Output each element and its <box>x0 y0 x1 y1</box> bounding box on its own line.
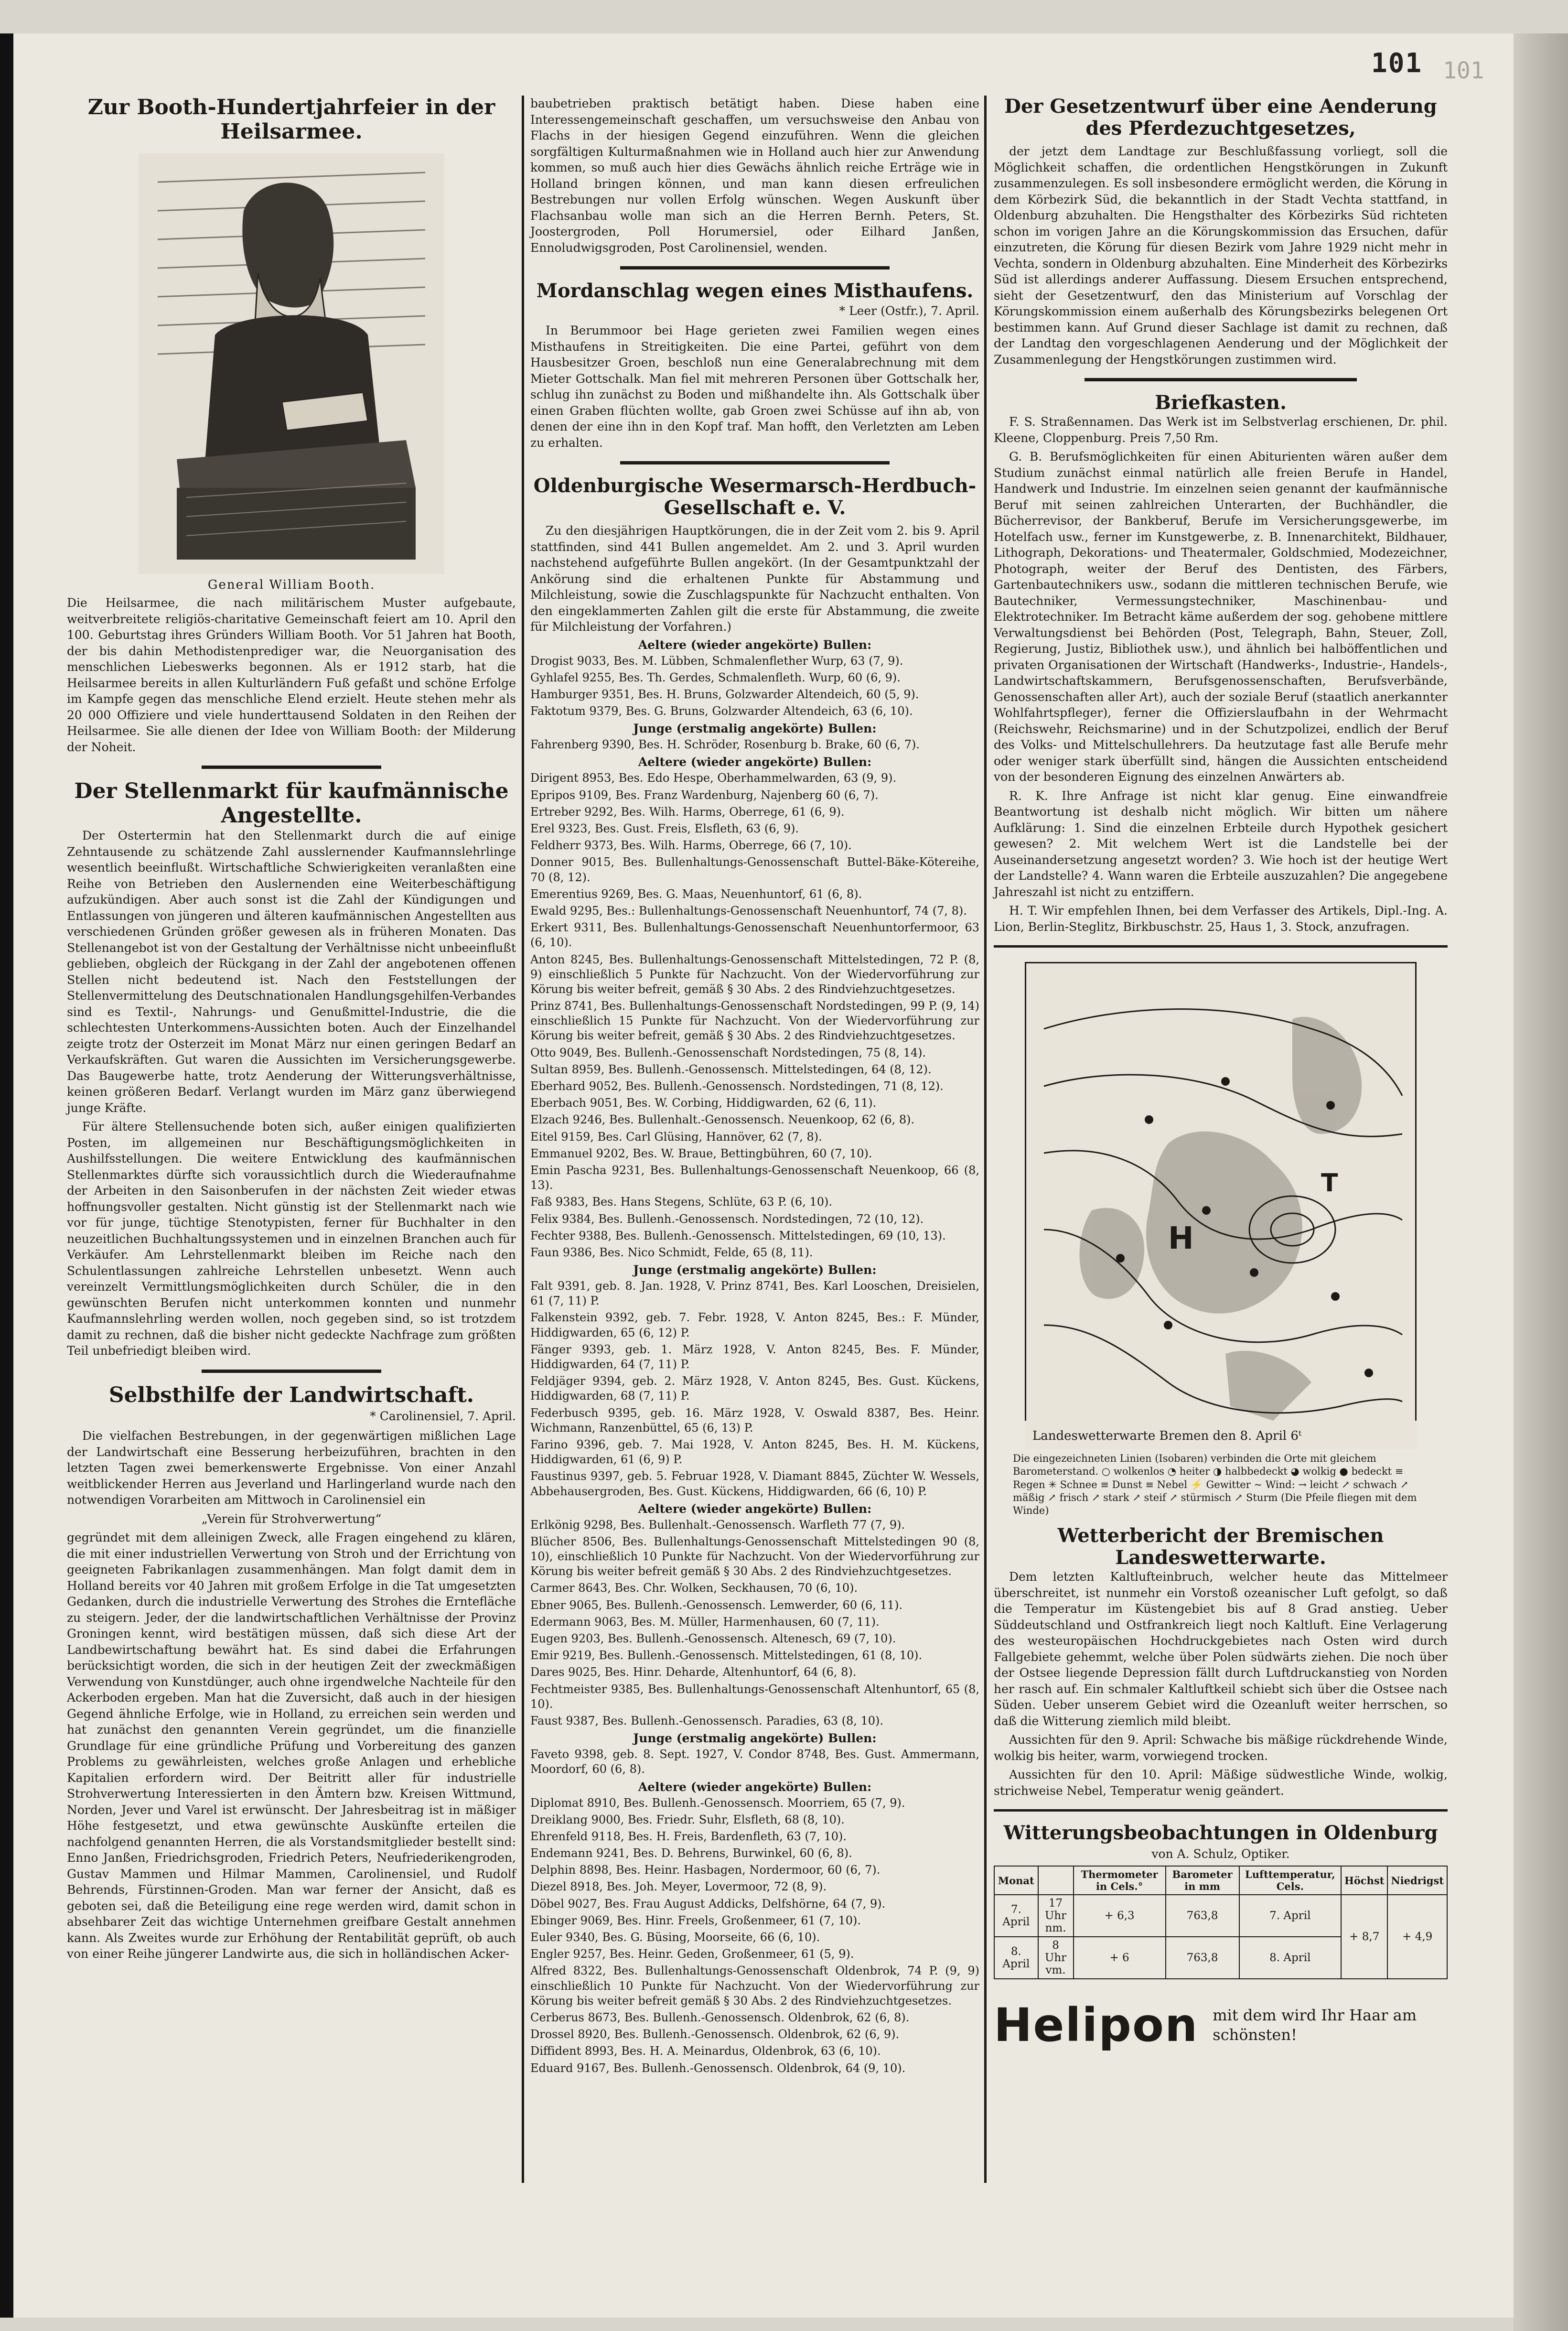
herdbuch-entry: Feldherr 9373, Bes. Wilh. Harms, Oberrege, 66 (7, 10). <box>530 839 852 853</box>
selbsthilfe-p1: Die vielfachen Bestrebungen, in der gegenwärtigen mißlichen Lage der Landwirtschaft eine Besserung herbeizuführen, brachten in den letzten Tagen zwei bemerkenswerte Ergebnisse. Von einer Anzahl weitblickender Herren aus Jeverland und Harlingerland wurde nach den notwendigen Vorarbeiten am Mittwoch in Carolinensiel ein <box>67 1429 516 1507</box>
table-cell: 763,8 <box>1166 1895 1239 1937</box>
herdbuch-entry: Alfred 8322, Bes. Bullenhaltungs-Genossenschaft Oldenbrok, 74 P. (9, 9) einschließlich 10 Punkte für Nachzucht. Von der Wiedervorführung zur Körung bis weiter befreit gemäß § 30 Abs. 2 des Rindviehzuchtgesetzes. <box>530 1964 979 2007</box>
herdbuch-entry: Drossel 8920, Bes. Bullenh.-Genossensch. Oldenbrok, 62 (6, 9). <box>530 2028 900 2041</box>
herdbuch-entry: Ewald 9295, Bes.: Bullenhaltungs-Genossenschaft Neuenhuntorf, 74 (7, 8). <box>530 904 967 917</box>
herdbuch-entry: Farino 9396, geb. 7. Mai 1928, V. Anton 8245, Bes. H. M. Kückens, Hiddigwarden, 61 (6, 9) P. <box>530 1437 979 1467</box>
herdbuch-entry: Gyhlafel 9255, Bes. Th. Gerdes, Schmalenfleth. Wurp, 60 (6, 9). <box>530 670 901 684</box>
herdbuch-entry: Faustinus 9397, geb. 5. Februar 1928, V. Diamant 8845, Züchter W. Wessels, Abbehausergroden, Bes. Gust. Kückens, Hiddigwarden, 66 (6, 10) P. <box>530 1469 979 1498</box>
herdbuch-entry: Engler 9257, Bes. Heinr. Geden, Großenmeer, 61 (5, 9). <box>530 1947 854 1961</box>
booth-headline: Zur Booth-Hundertjahrfeier in der Heilsarmee. <box>87 95 495 144</box>
herdbuch-entry: Diplomat 8910, Bes. Bullenh.-Genossensch. Moorriem, 65 (7, 9). <box>530 1796 905 1810</box>
selbsthilfe-headline: Selbsthilfe der Landwirtschaft. <box>108 1382 474 1407</box>
scan-right-edge <box>1514 33 1568 2331</box>
briefkasten-item: F. S. Straßennamen. Das Werk ist im Selbstverlag erschienen, Dr. phil. Kleene, Cloppenburg. Preis 7,50 Rm. <box>994 415 1448 445</box>
herdbuch-entry: Fechter 9388, Bes. Bullenh.-Genossensch. Mittelstedingen, 69 (10, 13). <box>530 1229 946 1242</box>
wetter-forecast-10: Aussichten für den 10. April: Mäßige südwestliche Winde, wolkig, strichweise Nebel, Temperatur wenig geändert. <box>994 1768 1448 1798</box>
table-header-row <box>994 1866 1447 1895</box>
table-header: Lufttemperatur, Cels. <box>1239 1866 1341 1895</box>
herdbuch-entry: Carmer 8643, Bes. Chr. Wolken, Seckhausen, 70 (6, 10). <box>530 1581 858 1595</box>
table-header: Höchst <box>1341 1866 1387 1895</box>
herdbuch-entry: Emerentius 9269, Bes. G. Maas, Neuenhuntorf, 61 (6, 8). <box>530 887 862 901</box>
table-cell: + 6,3 <box>1074 1895 1166 1937</box>
herdbuch-entry: Otto 9049, Bes. Bullenh.-Genossenschaft Nordstedingen, 75 (8, 14). <box>530 1046 926 1059</box>
stellenmarkt-p2: Für ältere Stellensuchende boten sich, außer einigen qualifizierten Posten, im allgemeinen nur Beschäftigungsmöglichkeiten in Aushilfsstellungen. Die weitere Entwicklung des kaufmännischen Stellenmarktes dürfte sich voraussichtlich durch die Wiederaufnahme der Arbeiten in den Saisonberufen in der nächsten Zeit wieder etwas hoffnungsvoller gestalten. Nicht günstig ist der Stellenmarkt nach wie vor für junge, tüchtige Stenotypisten, ferner für Buchhalter in den neuzeitlichen Buchhaltungssystemen und in einzelnen Branchen auch für Verkäufer. Am Lehrstellenmarkt bleiben im Reiche nach den Schulentlassungen zahlreiche Lehrstellen unbesetzt. Wenn auch vereinzelt Vermittlungsmöglichkeiten durch Schüler, die in den gewünschten Berufen nicht unterkommen konnten und nunmehr Kaufmannslehrling werden wollen, noch gegeben sind, so ist trotzdem damit zu rechnen, daß die bisher nicht gedeckte Nachfrage zum größten Teil unbefriedigt bleiben wird. <box>67 1120 516 1358</box>
table-cell: 8. April <box>1239 1937 1341 1979</box>
stellenmarkt-p1: Der Ostertermin hat den Stellenmarkt durch die auf einige Zehntausende zu schätzende Zahl ausslernender Kaufmannslehrlinge wesentlich beeinflußt. Wirtschaftliche Schwierigkeiten veranlaßten eine Reihe von Betrieben den Auslernenden eine Weiterbeschäftigung aufzukündigen. Aber auch sonst ist die Zahl der Kündigungen und Entlassungen von jüngeren und älteren kaufmännischen Angestellten aus verschiedenen Gründen größer gewesen als in früheren Monaten. Das Stellenangebot ist von der Gestaltung der Verhältnisse nicht unbeeinflußt geblieben, obgleich der Rückgang in der Zahl der angebotenen offenen Stellen nicht bedeutend ist. Nach den Feststellungen der Stellenvermittelung des Deutschnationalen Handlungsgehilfen-Verbandes sind es Textil-, Nahrungs- und Genußmittel-Industrie, die die schlechtesten Unterkommens-Aussichten boten. Auch der Einzelhandel zeigte trotz der Osterzeit im Monat März nur einen geringen Bedarf an Verkaufskräften. Gut waren die Aussichten im Versicherungsgewerbe. Das Baugewerbe hatte, trotz Aenderung der Witterungsverhältnisse, keinen größeren Bedarf. Verlangt wurden im März ganz überwiegend junge Kräfte. <box>67 829 516 1115</box>
herdbuch-entry: Faß 9383, Bes. Hans Stegens, Schlüte, 63 P. (6, 10). <box>530 1195 832 1209</box>
herdbuch-entry: Eitel 9159, Bes. Carl Glüsing, Hannöver, 62 (7, 8). <box>530 1130 822 1144</box>
herdbuch-entry: Emin Pascha 9231, Bes. Bullenhaltungs-Genossenschaft Neuenkoop, 66 (8, 13). <box>530 1163 979 1192</box>
herdbuch-entry: Emmanuel 9202, Bes. W. Braue, Bettingbühren, 60 (7, 10). <box>530 1146 872 1160</box>
herdbuch-entry: Döbel 9027, Bes. Frau August Addicks, Delfshörne, 64 (7, 9). <box>530 1897 886 1910</box>
separator <box>202 766 381 769</box>
herdbuch-entry: Feldjäger 9394, geb. 2. März 1928, V. Anton 8245, Bes. Gust. Kückens, Hiddigwarden, 68 (7, 11) P. <box>530 1374 979 1403</box>
briefkasten-item: R. K. Ihre Anfrage ist nicht klar genug. Eine einwandfreie Beantwortung ist deshalb nicht möglich. Wir bitten um nähere Aufklärung: 1. Sind die einzelnen Erbteile durch Hypothek gesichert gewesen? 2. Mit welchem Wert ist die Landstelle bei der Auseinandersetzung angesetzt worden? 3. Wie hoch ist der heutige Wert der Landstelle? 4. Wann waren die Erbteile auszuzahlen? Die angegebene Jahreszahl ist nicht zu entziffern. <box>994 788 1448 899</box>
herdbuch-entry: Donner 9015, Bes. Bullenhaltungs-Genossenschaft Buttel-Bäke-Kötereihe, 70 (8, 12). <box>530 855 979 884</box>
herdbuch-entry: Ertreber 9292, Bes. Wilh. Harms, Oberrege, 61 (6, 9). <box>530 805 845 819</box>
flachs-continuation: baubetrieben praktisch betätigt haben. Diese haben eine Interessengemeinschaft geschaffen, um versuchsweise den Anbau von Flachs in der hiesigen Gegend einzuführen. Wenn die gleichen sorgfältigen Kulturmaßnahmen wie in Holland auch hier zur Anwendung kommen, so muß auch hier dies Gewächs ähnlich reiche Erträge wie in Holland bringen können, und man kann diesen erfreulichen Bestrebungen nur vollen Erfolg wünschen. Wegen Auskunft über Flachsanbau wolle man sich an die Herren Bernh. Peters, St. Joostergroden, Poll Horumersiel, oder Eilhard Janßen, Ennoludwigsgroden, Post Carolinensiel, wenden. <box>530 97 979 255</box>
weather-map-legend: Die eingezeichneten Linien (Isobaren) verbinden die Orte mit gleichem Barometerstand. ○ wolkenlos ◔ heiter ◑ halbbedeckt ◕ wolkig ● bedeckt ≡ Regen ✳ Schnee ≡ Dunst ≡ Nebel ⚡ Gewitter ~ Wind: → leicht ↗ schwach ↗ mäßig ↗ frisch ↗ stark ↗ steif ↗ stürmisch ↗ Sturm (Die Pfeile fliegen mit dem Winde) <box>1013 1453 1417 1517</box>
herdbuch-entry: Elzach 9246, Bes. Bullenhalt.-Genossensch. Neuenkoop, 62 (6, 8). <box>530 1113 915 1127</box>
herdbuch-entry: Delphin 8898, Bes. Heinr. Hasbagen, Nordermoor, 60 (6, 7). <box>530 1863 881 1877</box>
separator <box>994 945 1448 948</box>
herdbuch-entry: Fänger 9393, geb. 1. März 1928, V. Anton 8245, Bes. F. Münder, Hiddigwarden, 64 (7, 11) P. <box>530 1342 979 1371</box>
herdbuch-entry: Erlkönig 9298, Bes. Bullenhalt.-Genossensch. Warfleth 77 (7, 9). <box>530 1518 905 1532</box>
separator <box>994 1809 1448 1812</box>
obs-headline: Witterungsbeobachtungen in Oldenburg <box>1003 1822 1438 1845</box>
column-2 <box>530 96 979 2183</box>
table-header <box>1038 1866 1074 1895</box>
briefkasten-headline: Briefkasten. <box>1155 391 1287 414</box>
herdbuch-entry: Felix 9384, Bes. Bullenh.-Genossensch. Nordstedingen, 72 (10, 12). <box>530 1212 924 1226</box>
herdbuch-entry: Falkenstein 9392, geb. 7. Febr. 1928, V. Anton 8245, Bes.: F. Münder, Hiddigwarden, 65 (6, 12) P. <box>530 1311 979 1339</box>
table-header: Niedrigst <box>1387 1866 1447 1895</box>
herdbuch-entry: Dares 9025, Bes. Hinr. Deharde, Altenhuntorf, 64 (6, 8). <box>530 1665 857 1679</box>
herdbuch-entry: Faun 9386, Bes. Nico Schmidt, Felde, 65 (8, 11). <box>530 1245 813 1259</box>
briefkasten-item: G. B. Berufsmöglichkeiten für einen Abiturienten wären außer dem Studium zunächst einmal natürlich alle freien Berufe in Handel, Handwerk und Industrie. Im einzelnen seien genannt der kaufmännische Beruf mit seinen zahlreichen Unterarten, der Buchhändler, die Bücherrevisor, der Bankberuf, Berufe im Versicherungsgewerbe, im Hotelfach usw., ferner im Kunstgewerbe, z. B. Innenarchitekt, Bildhauer, Lithograph, Dekorations- und Theatermaler, Goldschmied, Modezeichner, Photograph, weiter der Beruf des Dentisten, des Färbers, Gartenbautechnikers usw., sodann die mittleren technischen Berufe, wie Bautechniker, Vermessungstechniker, Maschinenbau- und Elektrotechniker. Im Betracht käme außerdem der sog. gehobene mittlere Verwaltungsdienst bei Behörden (Post, Telegraph, Bahn, Steuer, Zoll, Regierung, Justiz, Bibliothek usw.), und ähnlich bei halböffentlichen und privaten Organisationen der Wirtschaft (Handwerks-, Industrie-, Handels-, Landwirtschaftskammern, Berufsgenossenschaften, Berufsverbände, Genossenschaften aller Art), auch der soziale Beruf (staatlich anerkannter Wohlfahrtspfleger), ferner die Offizierslaufbahn in der Wehrmacht (Reichswehr, Reichsmarine) und in der Schutzpolizei, endlich der Beruf des Volks- und Mittelschullehrers. Da heutzutage fast alle Berufe mehr oder weniger stark überfüllt sind, hängen die Aussichten entscheidend von der besonderen Eignung des einzelnen Anwärters ab. <box>994 450 1448 784</box>
table-header: Barometer in mm <box>1166 1866 1239 1895</box>
table-header: Thermometer in Cels.° <box>1074 1866 1166 1895</box>
table-cell: + 6 <box>1074 1937 1166 1979</box>
herdbuch-entry: Edermann 9063, Bes. M. Müller, Harmenhausen, 60 (7, 11). <box>530 1615 880 1629</box>
wetter-forecast-9: Aussichten für den 9. April: Schwache bis mäßige rückdrehende Winde, wolkig bis heiter, warm, vorwiegend trocken. <box>994 1733 1448 1763</box>
stellenmarkt-headline: Der Stellenmarkt für kaufmännische Angestellte. <box>74 779 509 828</box>
svg-text:T: T <box>1321 1169 1338 1198</box>
herdbuch-entry: Erkert 9311, Bes. Bullenhaltungs-Genossenschaft Neuenhuntorfermoor, 63 (6, 10). <box>530 921 979 950</box>
herdbuch-group-heading: Aeltere (wieder angekörte) Bullen: <box>638 1501 872 1516</box>
herdbuch-entry: Eugen 9203, Bes. Bullenh.-Genossensch. Altenesch, 69 (7, 10). <box>530 1632 896 1645</box>
herdbuch-entry: Cerberus 8673, Bes. Bullenh.-Genossensch. Oldenbrok, 62 (6, 8). <box>530 2010 910 2024</box>
herdbuch-headline: Oldenburgische Wesermarsch-Herdbuch-Gesellschaft e. V. <box>533 475 977 519</box>
wetter-headline: Wetterbericht der Bremischen Landeswetterwarte. <box>1057 1524 1384 1569</box>
herdbuch-entry: Eberhard 9052, Bes. Bullenh.-Genossensch. Nordstedingen, 71 (8, 12). <box>530 1079 944 1093</box>
scan-left-edge <box>0 33 13 2318</box>
herdbuch-entry: Falt 9391, geb. 8. Jan. 1928, V. Prinz 8741, Bes. Karl Looschen, Dreisielen, 61 (7, 11) P. <box>530 1279 979 1308</box>
herdbuch-entry: Diffident 8993, Bes. H. A. Meinardus, Oldenbrok, 63 (6, 10). <box>530 2044 881 2058</box>
selbsthilfe-p3: gegründet mit dem alleinigen Zweck, alle Fragen eingehend zu klären, die mit einer industriellen Verwertung von Stroh und der Errichtung von geeigneten Fabrikanlagen zusammenhängen. Man folgt damit dem in Holland bereits vor 40 Jahren mit großem Erfolge in die Tat umgesetzten Gedanken, durch die industrielle Verwertung des Strohes die Erntefläche zu steigern. Jeder, der die landwirtschaftlichen Verhältnisse der Provinz Groningen kennt, wird bestätigen müssen, daß sich diese Art der Landbewirtschaftung bewährt hat. Es sind dabei die Erfahrungen berücksichtigt worden, die sich in der heutigen Zeit der zweckmäßigen Verwendung von Kunstdünger, auch ohne irgendwelche Nachteile für den Ackerboden ergeben. Man hat die Zuversicht, daß auch in der hiesigen Gegend ähnliche Erfolge, wie in Holland, zu erreichen sein werden und hat zunächst den genannten Verein gegründet, um die finanzielle Grundlage für eine gründliche Prüfung und Vorbereitung des ganzen Problems zu gewährleisten, welches große Anlagen und erhebliche Kapitalien erfordern wird. Der Beitritt aller für industrielle Strohverwertung Interessierten in den Ämtern bzw. Kreisen Wittmund, Norden, Jever und Varel ist erwünscht. Der Jahresbeitrag ist in mäßiger Höhe festgesetzt, und etwa gewünschte Auskünfte erteilen die nachfolgend genannten Herren, die als Vorstandsmitglieder bestellt sind: Enno Janßen, Friedrichsgroden, Friedrich Peters, Neufriederikengroden, Gustav Mammen und Hilmar Mammen, Carolinensiel, und Rudolf Behrends, Fürstinnen-Groden. Man war ferner der Ansicht, daß es geboten sei, daß die Beteiligung eine rege werden wird, damit schon in absehbarer Zeit das wichtige Unternehmen greifbare Gestalt annehmen kann. Als Zweites wurde zur Erhöhung der Rentabilität geprüft, ob auch von einer Reihe jüngerer Landwirte aus, die sich in holländischen Acker- <box>67 1531 516 1961</box>
table-cell: 8. April <box>994 1937 1038 1979</box>
weather-map <box>1025 962 1417 1449</box>
selbsthilfe-dateline: * Carolinensiel, 7. April. <box>370 1409 516 1424</box>
table-cell: 7. April <box>994 1895 1038 1937</box>
selbsthilfe-verein: „Verein für Strohverwertung“ <box>201 1511 382 1526</box>
herdbuch-entry: Prinz 8741, Bes. Bullenhaltungs-Genossenschaft Nordstedingen, 99 P. (9, 14) einschließlich 15 Punkte für Nachzucht. Von der Wiedervorführung zur Körung bis weiter befreit, gemäß § 30 Abs. 2 des Rindviehzuchtgesetzes. <box>530 999 979 1043</box>
wetter-text: Dem letzten Kaltlufteinbruch, welcher heute das Mittelmeer überschreitet, ist nunmehr ein Vorstoß ozeanischer Luft gefolgt, so daß die Temperatur im Küstengebiet bis auf 8 Grad anstieg. Ueber Süddeutschland und Ostfrankreich liegt noch Kaltluft. Eine Verlagerung des westeuropäischen Hochdruckgebietes nach Osten wird durch Fallgebiete gehemmt, welche über Polen südwärts ziehen. Die noch über der Ostsee liegende Depression fällt durch Luftdruckanstieg von Norden her rasch auf. Ein schmaler Kaltluftkeil schiebt sich über die Ostsee nach Süden. Ueber unserem Gebiet wird die Ozeanluft weiter herrschen, so daß die Witterung ziemlich mild bleibt. <box>994 1570 1448 1728</box>
page-number-ghost: 101 <box>1443 57 1484 84</box>
herdbuch-intro: Zu den diesjährigen Hauptkörungen, die in der Zeit vom 2. bis 9. April stattfinden, sind 441 Bullen angemeldet. Am 2. und 3. April wurden nachstehend aufgeführte Bullen angekört. (In der Gesamtpunktzahl der Ankörung sind die erhaltenen Punkte für Abstammung und Milchleistung, sowie die Zuschlagspunkte für Nachzucht enthalten. Von den eingeklammerten Zahlen gilt die erste für Abstammung, die zweite für Milchleistung der Vorfahren.) <box>530 524 979 634</box>
column-1 <box>67 96 516 2183</box>
column-rule-1 <box>522 96 524 2183</box>
ad-text: mit dem wird Ihr Haar am schönsten! <box>1213 2006 1417 2044</box>
herdbuch-group-heading: Junge (erstmalig angekörte) Bullen: <box>633 722 877 736</box>
herdbuch-entry: Euler 9340, Bes. G. Büsing, Moorseite, 66 (6, 10). <box>530 1931 820 1944</box>
column-3 <box>994 96 1448 2183</box>
booth-portrait <box>139 153 444 574</box>
herdbuch-entry: Emir 9219, Bes. Bullenh.-Genossensch. Mittelstedingen, 61 (8, 10). <box>530 1649 923 1662</box>
table-cell: + 4,9 <box>1387 1895 1447 1979</box>
herdbuch-entry: Blücher 8506, Bes. Bullenhaltungs-Genossenschaft Mittelstedingen 90 (8, 10), einschließlich 10 Punkte für Nachzucht. Von der Wiedervorführung zur Körung bis weiter befreit gemäß § 30 Abs. 2 des Rindviehzuchtgesetzes. <box>530 1534 979 1578</box>
herdbuch-entry: Eberbach 9051, Bes. W. Corbing, Hiddigwarden, 62 (6, 11). <box>530 1096 877 1110</box>
table-cell: 763,8 <box>1166 1937 1239 1979</box>
weather-observation-table <box>994 1866 1448 1979</box>
separator <box>620 266 890 270</box>
herdbuch-entry: Ehrenfeld 9118, Bes. H. Freis, Bardenfleth, 63 (7, 10). <box>530 1829 847 1843</box>
herdbuch-entry: Eduard 9167, Bes. Bullenh.-Genossensch. Oldenbrok, 64 (9, 10). <box>530 2061 906 2075</box>
gesetz-text: der jetzt dem Landtage zur Beschlußfassung vorliegt, soll die Möglichkeit schaffen, die ordentlichen Hengstkörungen in Zukunft zusammenzulegen. Es soll insbesondere ermöglicht werden, die Körung in dem Körbezirk Süd, die bekanntlich in der Stadt Vechta stattfand, in Oldenburg abzuhalten. Die Hengsthalter des Körbezirks Süd richteten schon im vorigen Jahre an die Körungskommission das Ersuchen, dafür einzutreten, die Körung für diesen Bezirk vom Jahre 1929 nicht mehr in Vechta, sondern in Oldenburg abzuhalten. Eine Minderheit des Körbezirks Süd ist allerdings anderer Auffassung. Diesem Ersuchen entsprechend, sieht der Gesetzentwurf, den das Ministerium auf Vorschlag der Körungskommission einem außerhalb des Körungsbezirks belegenen Ort bestimmen kann. Auf Grund dieser Sachlage ist damit zu rechnen, daß der Landtag den vorgeschlagenen Aenderung und der Möglichkeit der Zusammenlegung der Hengstkörungen zustimmen wird. <box>994 144 1448 367</box>
mord-text: In Berummoor bei Hage gerieten zwei Familien wegen eines Misthaufens in Streitigkeiten. Die eine Partei, geführt von dem Hausbesitzer Groen, beschloß nun eine Generalabrechnung mit dem Mieter Gottschalk. Man fiel mit mehreren Personen über Gottschalk her, schlug ihn zunächst zu Boden und mißhandelte ihn. Als Gottschalk über einen Graben flüchten wollte, gab Groen zwei Schüsse auf ihn ab, von denen der eine ihn in den Kopf traf. Man hofft, den Verletzten am Leben zu erhalten. <box>530 324 979 450</box>
table-cell: 17 Uhr nm. <box>1038 1895 1074 1937</box>
briefkasten-item: H. T. Wir empfehlen Ihnen, bei dem Verfasser des Artikels, Dipl.-Ing. A. Lion, Berlin-Steglitz, Birkbuschstr. 25, Haus 1, 3. Stock, anzufragen. <box>994 904 1448 934</box>
herdbuch-list <box>530 638 979 2076</box>
booth-caption: General William Booth. <box>207 578 376 593</box>
herdbuch-entry: Faktotum 9379, Bes. G. Bruns, Golzwarder Altendeich, 63 (6, 10). <box>530 704 913 718</box>
separator <box>620 461 890 464</box>
herdbuch-entry: Epripos 9109, Bes. Franz Wardenburg, Najenberg 60 (6, 7). <box>530 788 879 802</box>
page-number: 101 <box>1371 48 1423 79</box>
herdbuch-entry: Dreiklang 9000, Bes. Friedr. Suhr, Elsfleth, 68 (8, 10). <box>530 1813 845 1826</box>
herdbuch-entry: Erel 9323, Bes. Gust. Freis, Elsfleth, 63 (6, 9). <box>530 822 799 835</box>
herdbuch-entry: Anton 8245, Bes. Bullenhaltungs-Genossenschaft Mittelstedingen, 72 P. (8, 9) einschließlich 5 Punkte für Nachzucht. Von der Wiedervorführung zur Körung bis weiter befreit, gemäß § 30 Abs. 2 des Rindviehzuchtgesetzes. <box>530 952 979 996</box>
herdbuch-group-heading: Junge (erstmalig angekörte) Bullen: <box>633 1731 877 1746</box>
herdbuch-entry: Diezel 8918, Bes. Joh. Meyer, Lovermoor, 72 (8, 9). <box>530 1880 827 1894</box>
ad-brand: Helipon <box>994 1998 1199 2052</box>
herdbuch-entry: Fechtmeister 9385, Bes. Bullenhaltungs-Genossenschaft Altenhuntorf, 65 (8, 10). <box>530 1682 979 1711</box>
herdbuch-group-heading: Aeltere (wieder angekörte) Bullen: <box>638 755 872 769</box>
table-row <box>994 1895 1447 1937</box>
herdbuch-entry: Drogist 9033, Bes. M. Lübben, Schmalenflether Wurp, 63 (7, 9). <box>530 654 903 668</box>
column-rule-2 <box>984 96 987 2183</box>
booth-text: Die Heilsarmee, die nach militärischem Muster aufgebaute, weitverbreitete religiös-charitative Gemeinschaft feiert am 10. April den 100. Geburtstag ihres Gründers William Booth. Vor 51 Jahren hat Booth, der bis dahin Methodistenprediger war, die Neuorganisation des menschlichen Liebeswerks begonnen. Als er 1912 starb, hat die Heilsarmee bereits in allen Kulturländern Fuß gefaßt und schöne Erfolge im Kampfe gegen das menschliche Elend erzielt. Heute stehen mehr als 20 000 Offiziere und viele hunderttausend Soldaten in den Reihen der Heilsarmee. Sie alle dienen der Idee von William Booth: der Milderung der Noheit. <box>67 596 516 754</box>
weather-map-label: Landeswetterwarte Bremen den 8. April 6ᵗ <box>1032 1429 1302 1443</box>
herdbuch-entry: Ebner 9065, Bes. Bullenh.-Genossensch. Lemwerder, 60 (6, 11). <box>530 1598 903 1612</box>
herdbuch-entry: Sultan 8959, Bes. Bullenh.-Genossensch. Mittelstedingen, 64 (8, 12). <box>530 1062 932 1076</box>
herdbuch-entry: Hamburger 9351, Bes. H. Bruns, Golzwarder Altendeich, 60 (5, 9). <box>530 687 919 701</box>
herdbuch-entry: Federbusch 9395, geb. 16. März 1928, V. Oswald 8387, Bes. Heinr. Wichmann, Ranzenbüttel, 65 (6, 13) P. <box>530 1406 979 1435</box>
herdbuch-entry: Faust 9387, Bes. Bullenh.-Genossensch. Paradies, 63 (8, 10). <box>530 1714 884 1727</box>
mord-headline: Mordanschlag wegen eines Misthaufens. <box>536 280 974 302</box>
table-header: Monat <box>994 1866 1038 1895</box>
herdbuch-entry: Faveto 9398, geb. 8. Sept. 1927, V. Condor 8748, Bes. Gust. Ammermann, Moordorf, 60 (6, 8). <box>530 1748 979 1776</box>
herdbuch-group-heading: Aeltere (wieder angekörte) Bullen: <box>638 1780 872 1794</box>
table-cell: 7. April <box>1239 1895 1341 1937</box>
table-cell: + 8,7 <box>1341 1895 1387 1979</box>
svg-text:H: H <box>1168 1221 1194 1256</box>
herdbuch-group-heading: Aeltere (wieder angekörte) Bullen: <box>638 637 872 652</box>
obs-subline: von A. Schulz, Optiker. <box>1151 1847 1290 1861</box>
gesetz-headline: Der Gesetzentwurf über eine Aenderung des Pferdezuchtgesetzes, <box>1004 95 1437 140</box>
herdbuch-entry: Dirigent 8953, Bes. Edo Hespe, Oberhammelwarden, 63 (9, 9). <box>530 771 897 785</box>
herdbuch-group-heading: Junge (erstmalig angekörte) Bullen: <box>633 1263 877 1277</box>
herdbuch-entry: Endemann 9241, Bes. D. Behrens, Burwinkel, 60 (6, 8). <box>530 1846 852 1860</box>
separator <box>202 1370 381 1373</box>
herdbuch-entry: Ebinger 9069, Bes. Hinr. Freels, Großenmeer, 61 (7, 10). <box>530 1913 861 1927</box>
table-cell: 8 Uhr vm. <box>1038 1937 1074 1979</box>
herdbuch-entry: Fahrenberg 9390, Bes. H. Schröder, Rosenburg b. Brake, 60 (6, 7). <box>530 738 920 752</box>
helipon-advertisement <box>994 1998 1448 2052</box>
mord-dateline: * Leer (Ostfr.), 7. April. <box>839 304 979 318</box>
separator <box>1085 378 1357 381</box>
